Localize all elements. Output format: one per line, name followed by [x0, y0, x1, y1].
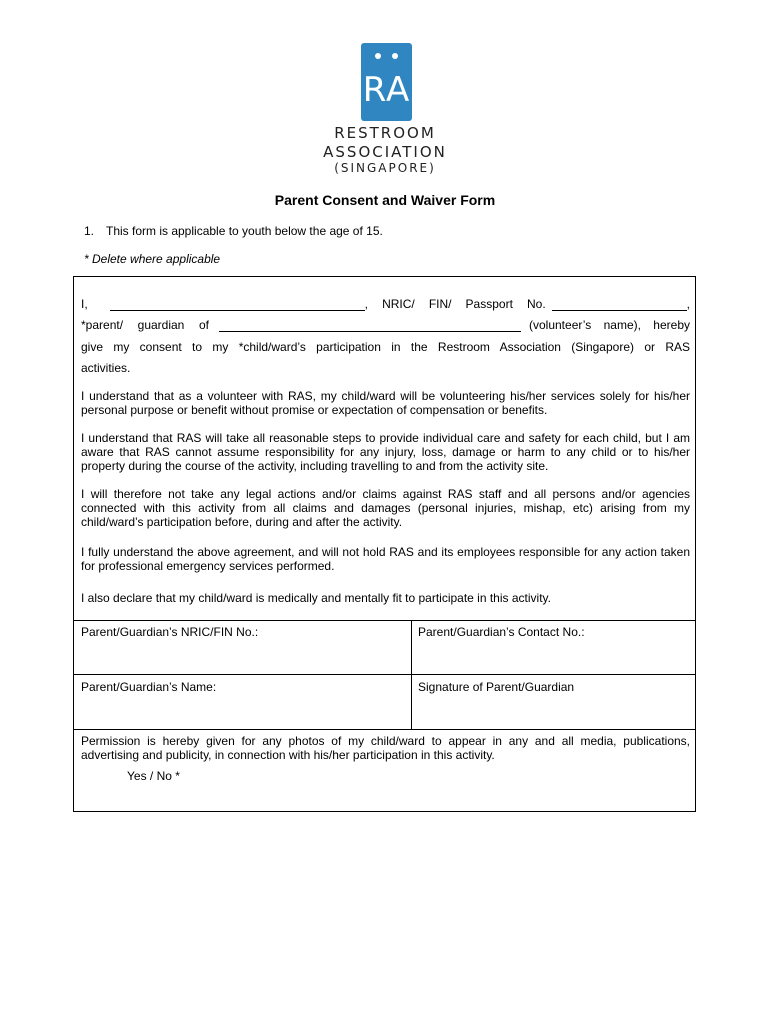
nric-field-label: Parent/Guardian’s NRIC/FIN No.: [81, 625, 259, 639]
declaration-line1 [81, 297, 690, 311]
volunteer-name-label: (volunteer’s name), hereby [529, 318, 690, 332]
nric-label-inline: , NRIC/ FIN/ Passport No. [364, 297, 546, 311]
yes-no-choice[interactable]: Yes / No * [127, 769, 180, 783]
paragraph-agreement: I fully understand the above agreement, and will not hold RAS and its employees responsible for any action taken for professional emergency services performed. [81, 545, 690, 573]
volunteer-name-blank[interactable] [219, 318, 521, 332]
photo-permission-text: Permission is hereby given for any photos of my child/ward to appear in any and all media, publications, advertising and publicity, in connection with his/her participation in this activity. [81, 734, 690, 762]
guardian-of-label: *parent/ guardian of [81, 318, 209, 332]
delete-note: * Delete where applicable [84, 252, 221, 266]
grid-divider-top [73, 620, 696, 621]
declaration-line3: give my consent to my *child/ward’s participation in the Restroom Association (Singapore) or RAS [81, 340, 690, 354]
declarant-name-blank[interactable] [110, 297, 365, 311]
consent-form-box [73, 276, 696, 812]
line1-comma: , [686, 297, 690, 311]
nric-blank[interactable] [552, 297, 687, 311]
ras-logo-figures [361, 43, 412, 121]
org-name-line1: RESTROOM [334, 124, 436, 142]
grid-divider-bottom [73, 729, 696, 730]
paragraph-volunteer: I understand that as a volunteer with RAS, my child/ward will be volunteering his/her services solely for his/her personal purpose or benefit without promise or expectation of compensation or benefits. [81, 389, 690, 417]
note-text: This form is applicable to youth below the age of 15. [106, 224, 383, 238]
declaration-i-label: I, [81, 297, 88, 311]
ras-logo [361, 43, 412, 121]
form-title: Parent Consent and Waiver Form [274, 192, 496, 208]
grid-divider-middle [73, 674, 696, 675]
org-name-line2: ASSOCIATION [323, 143, 447, 161]
grid-divider-vertical [411, 620, 412, 729]
declaration-line2 [81, 318, 690, 332]
org-name-line3: (SINGAPORE) [334, 161, 436, 175]
paragraph-safety: I understand that RAS will take all reasonable steps to provide individual care and safety for each child, but I am aware that RAS cannot assume responsibility for any injury, loss, damage or harm to any child or to his/her property during the course of the activity, including travelling to and from the activity site. [81, 431, 690, 473]
contact-field-label: Parent/Guardian’s Contact No.: [418, 625, 585, 639]
logo-letters: RA [362, 70, 411, 110]
declaration-line4: activities. [81, 361, 131, 375]
note-number: 1. [84, 224, 95, 238]
paragraph-no-claims: I will therefore not take any legal actions and/or claims against RAS staff and all persons and/or agencies connected with this activity from all claims and damages (personal injuries, mishap, etc) arising from my child/ward’s participation before, during and after the activity. [81, 487, 690, 529]
signature-label: Signature of Parent/Guardian [418, 680, 575, 694]
paragraph-medical: I also declare that my child/ward is medically and mentally fit to participate in this activity. [81, 591, 551, 605]
guardian-name-label: Parent/Guardian’s Name: [81, 680, 217, 694]
applicability-note [84, 224, 383, 238]
